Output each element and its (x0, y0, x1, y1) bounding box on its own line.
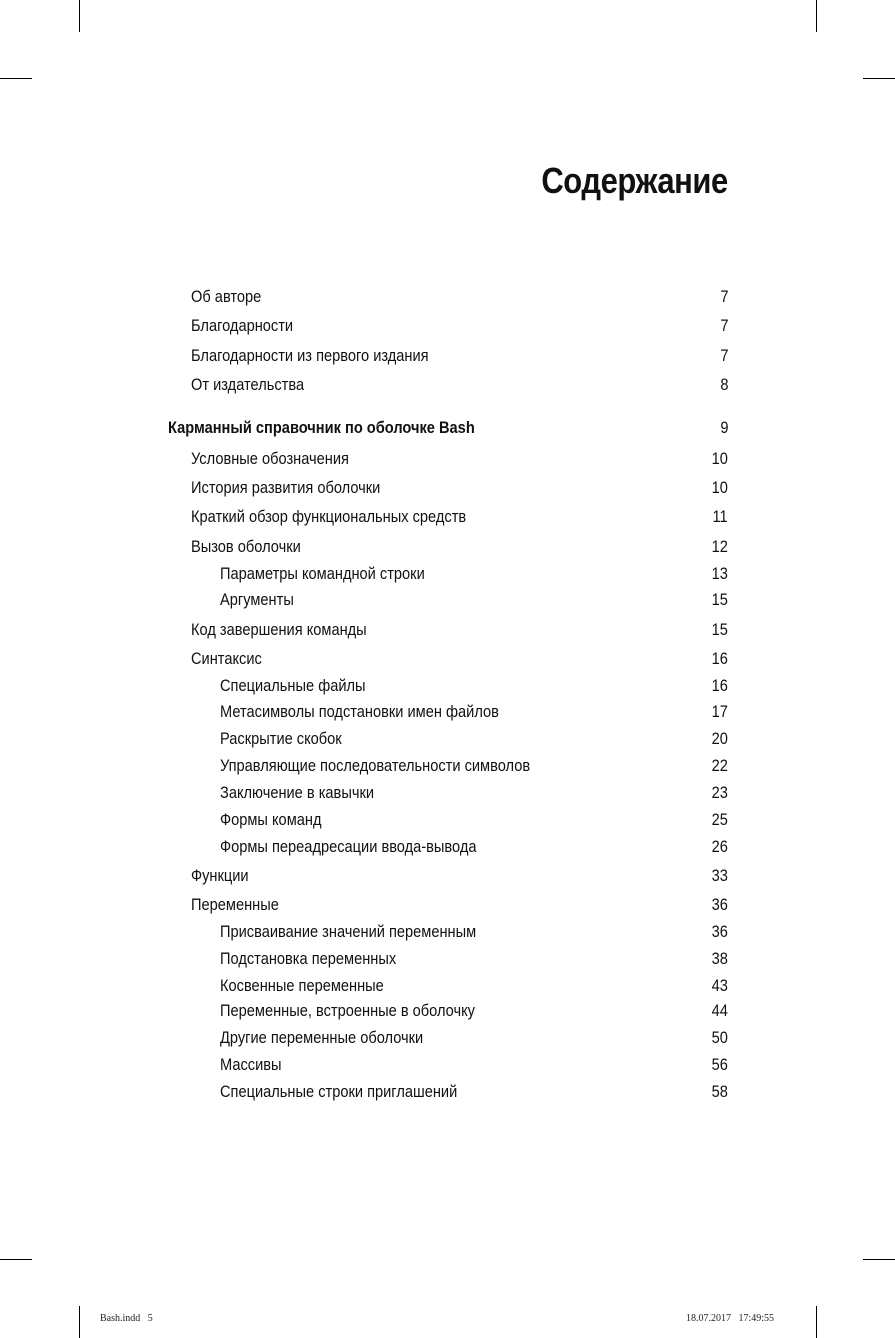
toc-entry-page: 44 (711, 1001, 728, 1020)
crop-mark (863, 78, 895, 79)
crop-mark (0, 1259, 32, 1260)
toc-entry-page: 23 (711, 783, 728, 802)
toc-entry (0, 700, 895, 724)
toc-entry (0, 674, 895, 698)
crop-mark (816, 0, 817, 32)
toc-entry-page: 36 (711, 922, 728, 941)
toc-entry-page: 20 (711, 729, 728, 748)
toc-entry (0, 647, 895, 671)
toc-entry (0, 314, 895, 338)
toc-entry-page: 50 (711, 1028, 728, 1047)
toc-entry (0, 1080, 895, 1104)
crop-mark (79, 0, 80, 32)
toc-entry-title: Заключение в кавычки (220, 783, 375, 802)
toc-entry-title: Косвенные переменные (220, 976, 384, 995)
toc-entry-title: Условные обозначения (191, 449, 349, 468)
toc-entry-title: От издательства (191, 375, 305, 394)
toc-entry-title: Аргументы (220, 590, 294, 609)
toc-entry-title: Управляющие последовательности символов (220, 756, 531, 775)
toc-entry (0, 947, 895, 971)
toc-entry-page: 43 (711, 976, 728, 995)
toc-entry (0, 373, 895, 397)
toc-entry-title: Присваивание значений переменным (220, 922, 477, 941)
toc-entry-title: Массивы (220, 1055, 282, 1074)
toc-entry-page: 7 (719, 316, 728, 335)
toc-entry (0, 781, 895, 805)
toc-entry-title: Вызов оболочки (191, 537, 301, 556)
toc-entry-page: 16 (711, 676, 728, 695)
toc-entry-title: Об авторе (191, 287, 262, 306)
toc-entry (0, 893, 895, 917)
toc-entry (0, 588, 895, 612)
toc-entry-title: Благодарности из первого издания (191, 346, 429, 365)
toc-entry (0, 618, 895, 642)
footer-date: 18.07.2017 17:49:55 (686, 1313, 775, 1324)
toc-entry-page: 12 (711, 537, 728, 556)
toc-entry-title: Другие переменные оболочки (220, 1028, 424, 1047)
page-title: Содержание (541, 160, 728, 201)
crop-mark (79, 1306, 80, 1338)
toc-entry-title: Благодарности (191, 316, 294, 335)
toc-entry-title: Переменные (191, 895, 279, 914)
toc-entry (0, 447, 895, 471)
toc-entry (0, 344, 895, 368)
toc-entry-page: 56 (711, 1055, 728, 1074)
toc-entry (0, 920, 895, 944)
toc-entry-page: 10 (711, 449, 728, 468)
toc-entry (0, 285, 895, 309)
toc-entry-title: Карманный справочник по оболочке Bash (168, 418, 475, 437)
toc-entry (0, 535, 895, 559)
crop-mark (816, 1306, 817, 1338)
toc-entry (0, 754, 895, 778)
toc-entry-page: 13 (711, 564, 728, 583)
toc-entry-page: 33 (711, 866, 728, 885)
toc-entry-title: Код завершения команды (191, 620, 367, 639)
toc-entry-page: 17 (711, 702, 728, 721)
toc-entry-title: Подстановка переменных (220, 949, 397, 968)
toc-entry-title: Краткий обзор функциональных средств (191, 507, 467, 526)
toc-entry-title: Специальные строки приглашений (220, 1082, 458, 1101)
toc-entry-page: 22 (711, 756, 728, 775)
toc-entry-title: Специальные файлы (220, 676, 366, 695)
toc-entry-page: 11 (712, 507, 728, 526)
toc-entry-title: Формы переадресации ввода-вывода (220, 837, 477, 856)
toc-entry (0, 835, 895, 859)
toc-entry-page: 8 (719, 375, 728, 394)
toc-entry-page: 7 (719, 346, 728, 365)
toc-entry-title: Формы команд (220, 810, 322, 829)
toc-entry-title: Синтаксис (191, 649, 262, 668)
toc-entry-title: Переменные, встроенные в оболочку (220, 1001, 475, 1020)
toc-entry-title: Метасимволы подстановки имен файлов (220, 702, 499, 721)
toc-entry-title: История развития оболочки (191, 478, 381, 497)
toc-entry (0, 999, 895, 1023)
toc-entry-page: 58 (711, 1082, 728, 1101)
toc-entry (0, 974, 895, 998)
crop-mark (0, 78, 32, 79)
toc-entry (0, 727, 895, 751)
crop-mark (863, 1259, 895, 1260)
toc-entry-page: 16 (711, 649, 728, 668)
footer-file: Bash.indd 5 (100, 1313, 153, 1324)
toc-entry-page: 7 (719, 287, 728, 306)
toc-entry-page: 36 (711, 895, 728, 914)
toc-entry-page: 15 (711, 620, 728, 639)
toc-entry-page: 25 (711, 810, 728, 829)
toc-entry-title: Функции (191, 866, 249, 885)
toc-entry-page: 15 (711, 590, 728, 609)
toc-entry (0, 562, 895, 586)
toc-entry-page: 9 (719, 418, 728, 437)
toc-entry (0, 416, 895, 440)
toc-entry (0, 1053, 895, 1077)
toc-entry-page: 26 (711, 837, 728, 856)
toc-entry (0, 808, 895, 832)
toc-entry-page: 38 (711, 949, 728, 968)
toc-entry (0, 476, 895, 500)
toc-entry (0, 1026, 895, 1050)
toc-entry (0, 505, 895, 529)
toc-entry (0, 864, 895, 888)
toc-entry-title: Параметры командной строки (220, 564, 425, 583)
toc-entry-title: Раскрытие скобок (220, 729, 342, 748)
toc-entry-page: 10 (711, 478, 728, 497)
